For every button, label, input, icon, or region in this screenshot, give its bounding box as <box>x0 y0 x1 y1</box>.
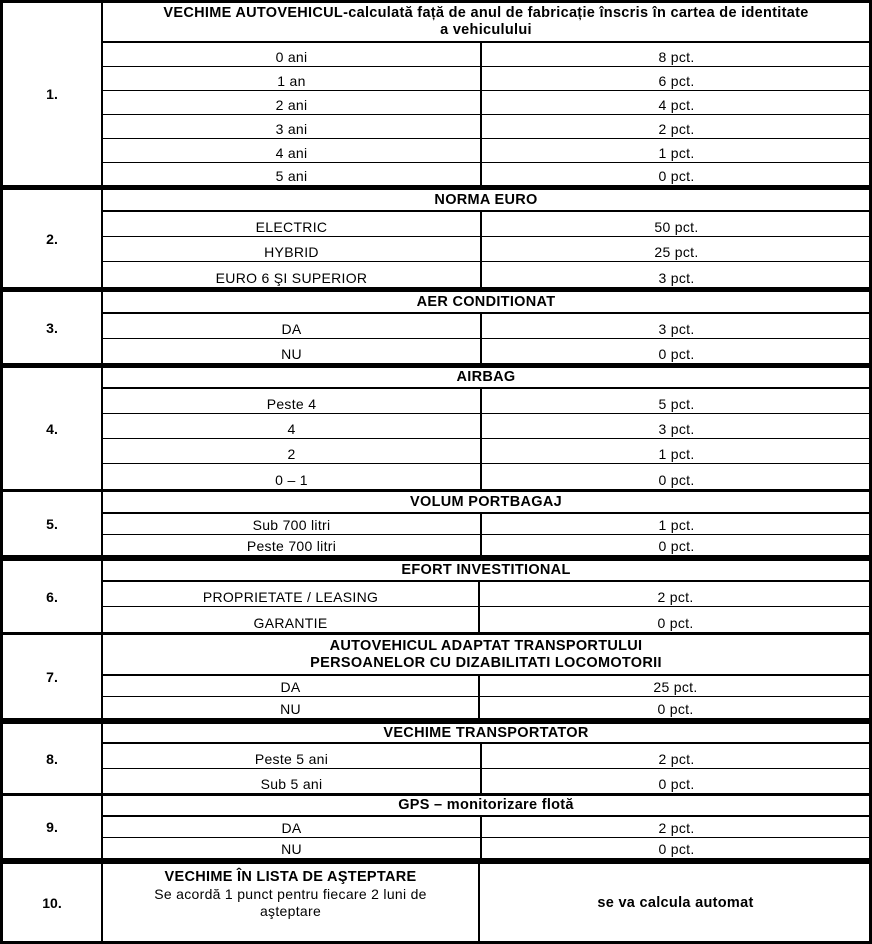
points-cell: 0 pct. <box>657 615 694 631</box>
table-row <box>103 439 869 464</box>
criterion-cell: EURO 6 ŞI SUPERIOR <box>103 262 482 287</box>
table-row <box>103 163 869 185</box>
section-number: 2. <box>3 190 103 287</box>
section-1 <box>0 3 872 185</box>
criterion-cell: 0 ani <box>103 43 482 66</box>
section-title <box>103 3 869 43</box>
section-title-line: EFORT INVESTITIONAL <box>401 562 571 578</box>
final-description-line: aşteptare <box>259 903 322 919</box>
points-cell: 0 pct. <box>658 841 695 857</box>
section-number: 4. <box>3 368 103 489</box>
points-cell: 2 pct. <box>657 589 694 605</box>
section-number: 3. <box>3 292 103 363</box>
table-row <box>103 607 869 632</box>
criterion-cell: NU <box>103 697 480 718</box>
final-description-line: Se acordă 1 punct pentru fiecare 2 luni de <box>154 886 427 902</box>
section-title-line: AIRBAG <box>456 369 516 385</box>
points-cell: 0 pct. <box>658 168 695 184</box>
section-8 <box>0 724 872 793</box>
section-number: 10. <box>3 864 103 942</box>
section-title <box>103 368 869 389</box>
points-cell: 2 pct. <box>658 121 695 137</box>
section-title <box>103 724 869 744</box>
points-cell: 3 pct. <box>658 421 695 437</box>
points-cell: 3 pct. <box>658 321 695 337</box>
criterion-cell: 2 ani <box>103 91 482 114</box>
table-row <box>103 676 869 697</box>
section-number: 5. <box>3 492 103 555</box>
points-cell: 5 pct. <box>658 396 695 412</box>
section-title-line: AUTOVEHICUL ADAPTAT TRANSPORTULUI <box>329 637 643 654</box>
criterion-cell: GARANTIE <box>103 607 480 632</box>
table-row <box>103 237 869 262</box>
section-title-line: VECHIME TRANSPORTATOR <box>383 724 589 741</box>
table-row <box>103 389 869 414</box>
section-title <box>103 492 869 514</box>
section-number: 1. <box>3 3 103 185</box>
final-section-title: VECHIME ÎN LISTA DE AŞTEPTARE <box>164 869 417 885</box>
points-cell: 50 pct. <box>654 219 699 235</box>
criterion-cell: PROPRIETATE / LEASING <box>103 582 480 606</box>
table-row <box>103 769 869 793</box>
criterion-cell: DA <box>103 817 482 837</box>
final-result-cell: se va calcula automat <box>597 895 754 911</box>
table-row <box>103 67 869 91</box>
section-3 <box>0 292 872 363</box>
section-title-line: a vehiculului <box>440 22 532 38</box>
table-row <box>103 91 869 115</box>
table-row <box>103 139 869 163</box>
table-row <box>103 514 869 535</box>
section-title-line: VOLUM PORTBAGAJ <box>410 493 562 510</box>
points-cell: 0 pct. <box>658 776 695 792</box>
section-5 <box>0 492 872 555</box>
points-cell: 0 pct. <box>657 701 694 717</box>
criterion-cell: 4 <box>103 414 482 438</box>
section-number: 6. <box>3 561 103 632</box>
table-row <box>103 582 869 607</box>
section-10 <box>0 864 872 942</box>
section-number: 7. <box>3 635 103 718</box>
section-title <box>103 796 869 817</box>
points-cell: 1 pct. <box>658 517 695 533</box>
table-row <box>103 464 869 489</box>
section-title-line: VECHIME AUTOVEHICUL-calculată față de anul de fabricație înscris în cartea de identitate <box>163 5 809 21</box>
points-cell: 25 pct. <box>654 244 699 260</box>
points-cell: 3 pct. <box>658 270 695 286</box>
points-cell: 1 pct. <box>658 145 695 161</box>
criterion-cell: Sub 5 ani <box>103 769 482 793</box>
criterion-cell: ELECTRIC <box>103 212 482 236</box>
table-row <box>103 262 869 287</box>
criterion-cell: 1 an <box>103 67 482 90</box>
section-title <box>103 561 869 582</box>
section-4 <box>0 368 872 489</box>
criterion-cell: 2 <box>103 439 482 463</box>
section-9 <box>0 796 872 858</box>
points-cell: 0 pct. <box>658 472 695 488</box>
section-title-line: NORMA EURO <box>434 191 538 208</box>
criterion-cell: Sub 700 litri <box>103 514 482 534</box>
points-cell: 1 pct. <box>658 446 695 462</box>
criterion-cell: 3 ani <box>103 115 482 138</box>
section-title-line: GPS – monitorizare flotă <box>398 797 574 813</box>
criterion-cell: DA <box>103 676 480 696</box>
points-cell: 6 pct. <box>658 73 695 89</box>
points-cell: 8 pct. <box>658 49 695 65</box>
points-cell: 4 pct. <box>658 97 695 113</box>
criterion-cell: DA <box>103 314 482 338</box>
section-6 <box>0 561 872 632</box>
table-row <box>103 414 869 439</box>
section-2 <box>0 190 872 287</box>
table-row <box>103 744 869 769</box>
points-cell: 0 pct. <box>658 538 695 554</box>
final-criterion-cell <box>103 864 480 942</box>
points-cell: 25 pct. <box>653 679 698 695</box>
section-title-line: AER CONDITIONAT <box>416 293 556 310</box>
criterion-cell: HYBRID <box>103 237 482 261</box>
table-row <box>103 43 869 67</box>
section-title-line: PERSOANELOR CU DIZABILITATI LOCOMOTORII <box>310 654 662 671</box>
criterion-cell: Peste 5 ani <box>103 744 482 768</box>
table-row <box>103 314 869 339</box>
points-cell: 2 pct. <box>658 820 695 836</box>
criterion-cell: NU <box>103 838 482 858</box>
criterion-cell: 5 ani <box>103 163 482 185</box>
points-cell: 2 pct. <box>658 751 695 767</box>
section-title <box>103 190 869 212</box>
table-row <box>103 535 869 555</box>
criterion-cell: 4 ani <box>103 139 482 162</box>
section-title <box>103 635 869 676</box>
section-title <box>103 292 869 314</box>
criterion-cell: 0 – 1 <box>103 464 482 489</box>
criterion-cell: Peste 700 litri <box>103 535 482 555</box>
section-number: 8. <box>3 724 103 793</box>
criterion-cell: NU <box>103 339 482 363</box>
table-row <box>103 212 869 237</box>
table-row <box>103 115 869 139</box>
table-row <box>103 697 869 718</box>
table-row <box>103 817 869 838</box>
table-row <box>103 838 869 858</box>
criterion-cell: Peste 4 <box>103 389 482 413</box>
table-row <box>103 339 869 363</box>
section-number: 9. <box>3 796 103 858</box>
points-cell: 0 pct. <box>658 346 695 362</box>
section-7 <box>0 635 872 718</box>
